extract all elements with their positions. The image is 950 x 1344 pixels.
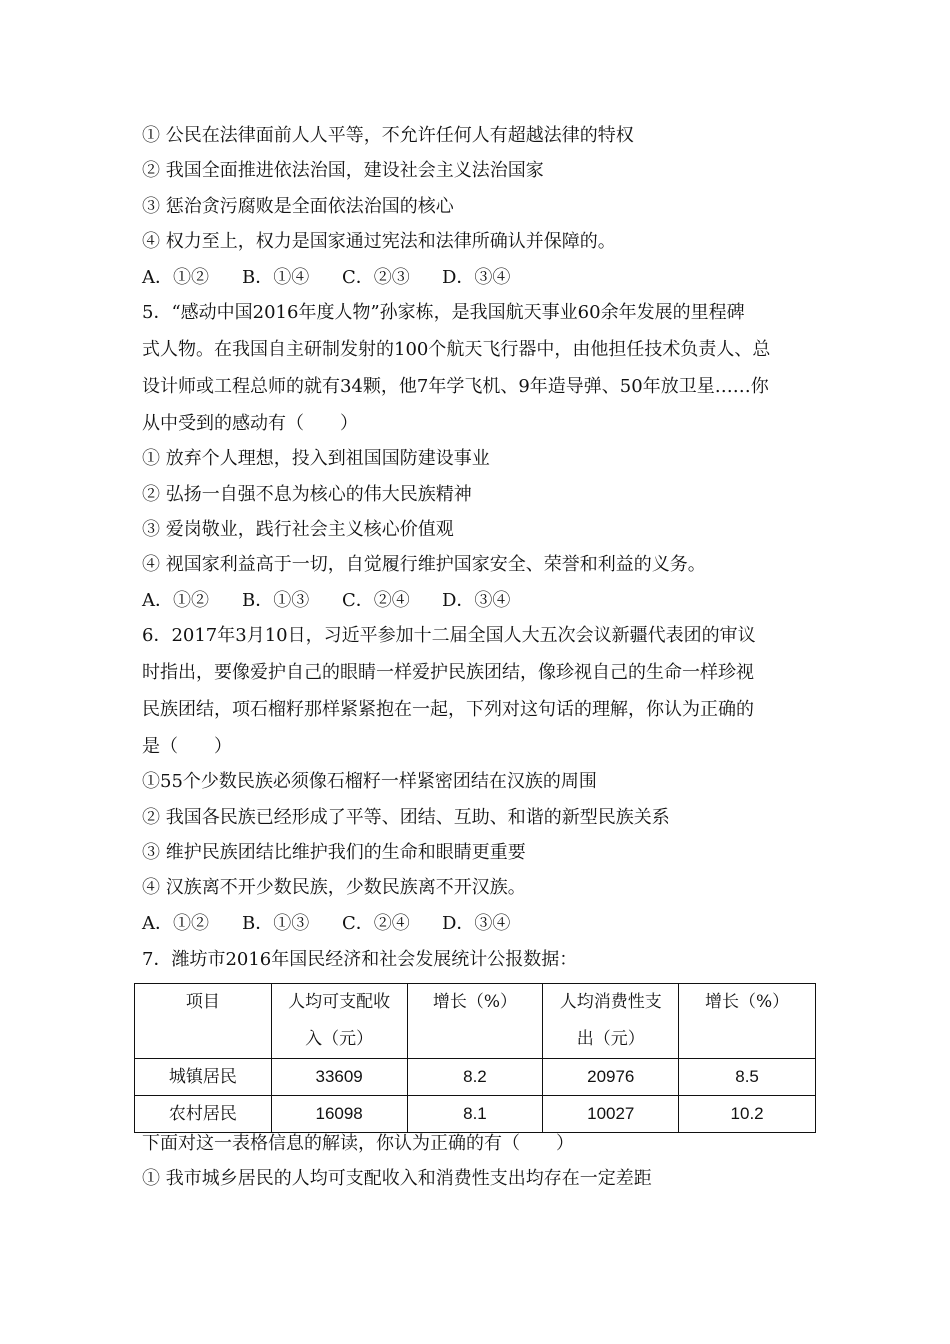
q6-option-1: ①55个少数民族必须像石榴籽一样紧密团结在汉族的周围 (142, 771, 597, 792)
table-row (135, 1059, 816, 1096)
q7-table-question: 下面对这一表格信息的解读，你认为正确的有（ ） (142, 1133, 574, 1154)
table-header-cell: 增长（%） (679, 984, 816, 1059)
q6-stem-line-3: 民族团结，项石榴籽那样紧紧抱在一起，下列对这句话的理解，你认为正确的 (142, 699, 754, 720)
table-header-cell: 项目 (135, 984, 272, 1059)
q6-option-4: ④ 汉族离不开少数民族，少数民族离不开汉族。 (142, 877, 526, 898)
q4-option-4: ④ 权力至上，权力是国家通过宪法和法律所确认并保障的。 (142, 231, 616, 252)
q5-choice-c: C．②④ (342, 590, 410, 611)
table-cell: 33609 (271, 1059, 407, 1096)
table-cell: 20976 (543, 1059, 679, 1096)
q5-stem-line-3: 设计师或工程总师的就有34颗，他7年学飞机、9年造导弹、50年放卫星……你 (142, 376, 769, 397)
q4-choices (142, 266, 510, 290)
q4-choice-c: C．②③ (342, 267, 410, 288)
q4-option-1: ① 公民在法律面前人人平等，不允许任何人有超越法律的特权 (142, 125, 634, 146)
table-row (135, 1096, 816, 1133)
q5-choices (142, 589, 510, 613)
table-header-cell: 人均可支配收 入（元） (271, 984, 407, 1059)
table-cell: 8.5 (679, 1059, 816, 1096)
q6-stem-line-2: 时指出，要像爱护自己的眼睛一样爱护民族团结，像珍视自己的生命一样珍视 (142, 662, 754, 683)
q5-option-1: ① 放弃个人理想，投入到祖国国防建设事业 (142, 448, 490, 469)
q5-choice-b: B．①③ (242, 590, 310, 611)
statistics-table (134, 983, 816, 1133)
table-cell: 8.1 (407, 1096, 543, 1133)
q5-option-2: ② 弘扬一自强不息为核心的伟大民族精神 (142, 484, 472, 505)
q5-choice-a: A．①② (142, 590, 209, 611)
q5-option-4: ④ 视国家利益高于一切，自觉履行维护国家安全、荣誉和利益的义务。 (142, 554, 706, 575)
table-header-row (135, 984, 816, 1059)
q4-choice-a: A．①② (142, 267, 209, 288)
q4-choice-d: D．③④ (442, 267, 511, 288)
table-cell: 8.2 (407, 1059, 543, 1096)
table-header-cell: 人均消费性支 出（元） (543, 984, 679, 1059)
q6-option-3: ③ 维护民族团结比维护我们的生命和眼睛更重要 (142, 842, 526, 863)
q6-choice-b: B．①③ (242, 913, 310, 934)
q6-stem-line-1: 6．2017年3月10日，习近平参加十二届全国人大五次会议新疆代表团的审议 (142, 625, 756, 646)
q5-stem-line-2: 式人物。在我国自主研制发射的100个航天飞行器中，由他担任技术负责人、总 (142, 339, 771, 360)
q4-option-2: ② 我国全面推进依法治国，建设社会主义法治国家 (142, 160, 544, 181)
table-cell: 城镇居民 (135, 1059, 272, 1096)
q5-option-3: ③ 爱岗敬业，践行社会主义核心价值观 (142, 519, 454, 540)
q5-stem-line-1: 5．“感动中国2016年度人物”孙家栋，是我国航天事业60余年发展的里程碑 (142, 302, 745, 323)
q4-choice-b: B．①④ (242, 267, 310, 288)
q5-choice-d: D．③④ (442, 590, 511, 611)
table-header-cell: 增长（%） (407, 984, 543, 1059)
table-cell: 16098 (271, 1096, 407, 1133)
table-cell: 10027 (543, 1096, 679, 1133)
q4-option-3: ③ 惩治贪污腐败是全面依法治国的核心 (142, 196, 454, 217)
q6-choice-a: A．①② (142, 913, 209, 934)
q7-stem-line-1: 7．潍坊市2016年国民经济和社会发展统计公报数据： (142, 949, 578, 970)
q6-choice-c: C．②④ (342, 913, 410, 934)
q6-stem-line-4: 是（ ） (142, 736, 232, 757)
q6-choices (142, 912, 510, 936)
q6-option-2: ② 我国各民族已经形成了平等、团结、互助、和谐的新型民族关系 (142, 807, 670, 828)
q5-stem-line-4: 从中受到的感动有（ ） (142, 413, 358, 434)
q7-option-1: ① 我市城乡居民的人均可支配收入和消费性支出均存在一定差距 (142, 1168, 652, 1189)
table-cell: 10.2 (679, 1096, 816, 1133)
q6-choice-d: D．③④ (442, 913, 511, 934)
table-cell: 农村居民 (135, 1096, 272, 1133)
